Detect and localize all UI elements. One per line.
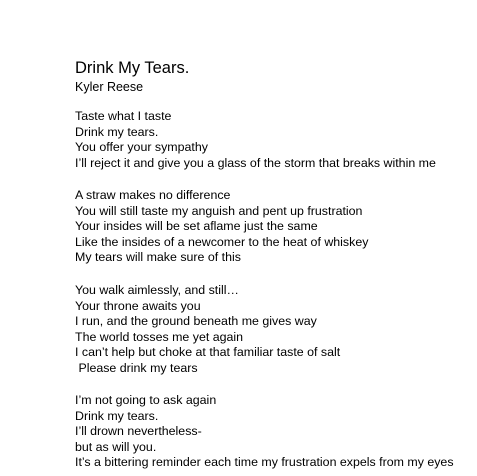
stanza-4: [75, 393, 454, 471]
poem-line: I’ll drown nevertheless-: [75, 424, 202, 439]
poem-line: A straw makes no difference: [75, 188, 231, 202]
poem-line: It’s a bittering reminder each time my frustration expels from my eyes: [75, 455, 454, 470]
poem-line: You offer your sympathy: [75, 140, 208, 155]
poem-line: You will still taste my anguish and pent up frustration: [75, 203, 363, 218]
poem-line: I’m not going to ask again: [75, 393, 217, 407]
poem-line: but as will you.: [75, 439, 157, 454]
stanza-2: [75, 188, 368, 266]
poem-line: My tears will make sure of this: [75, 250, 241, 265]
poem-line: Like the insides of a newcomer to the heat of whiskey: [75, 234, 369, 249]
poem-line: Taste what I taste: [75, 109, 172, 123]
poem-line: Your throne awaits you: [75, 298, 201, 313]
poem-line: I run, and the ground beneath me gives way: [75, 314, 317, 329]
poem-line: Your insides will be set aflame just the same: [75, 219, 318, 234]
poem-line: I can’t help but choke at that familiar taste of salt: [75, 345, 341, 360]
poem-line: I’ll reject it and give you a glass of the storm that breaks within me: [75, 155, 436, 170]
poem-line: Please drink my tears: [75, 360, 198, 375]
poem-line: The world tosses me yet again: [75, 329, 244, 344]
poem-author: Kyler Reese: [75, 80, 144, 94]
poem-title: Drink My Tears.: [75, 59, 190, 77]
stanza-3: [75, 283, 340, 377]
stanza-1: [75, 109, 436, 171]
poem-line: You walk aimlessly, and still…: [75, 283, 239, 297]
poem-line: Drink my tears.: [75, 408, 159, 423]
poem-line: Drink my tears.: [75, 124, 159, 139]
